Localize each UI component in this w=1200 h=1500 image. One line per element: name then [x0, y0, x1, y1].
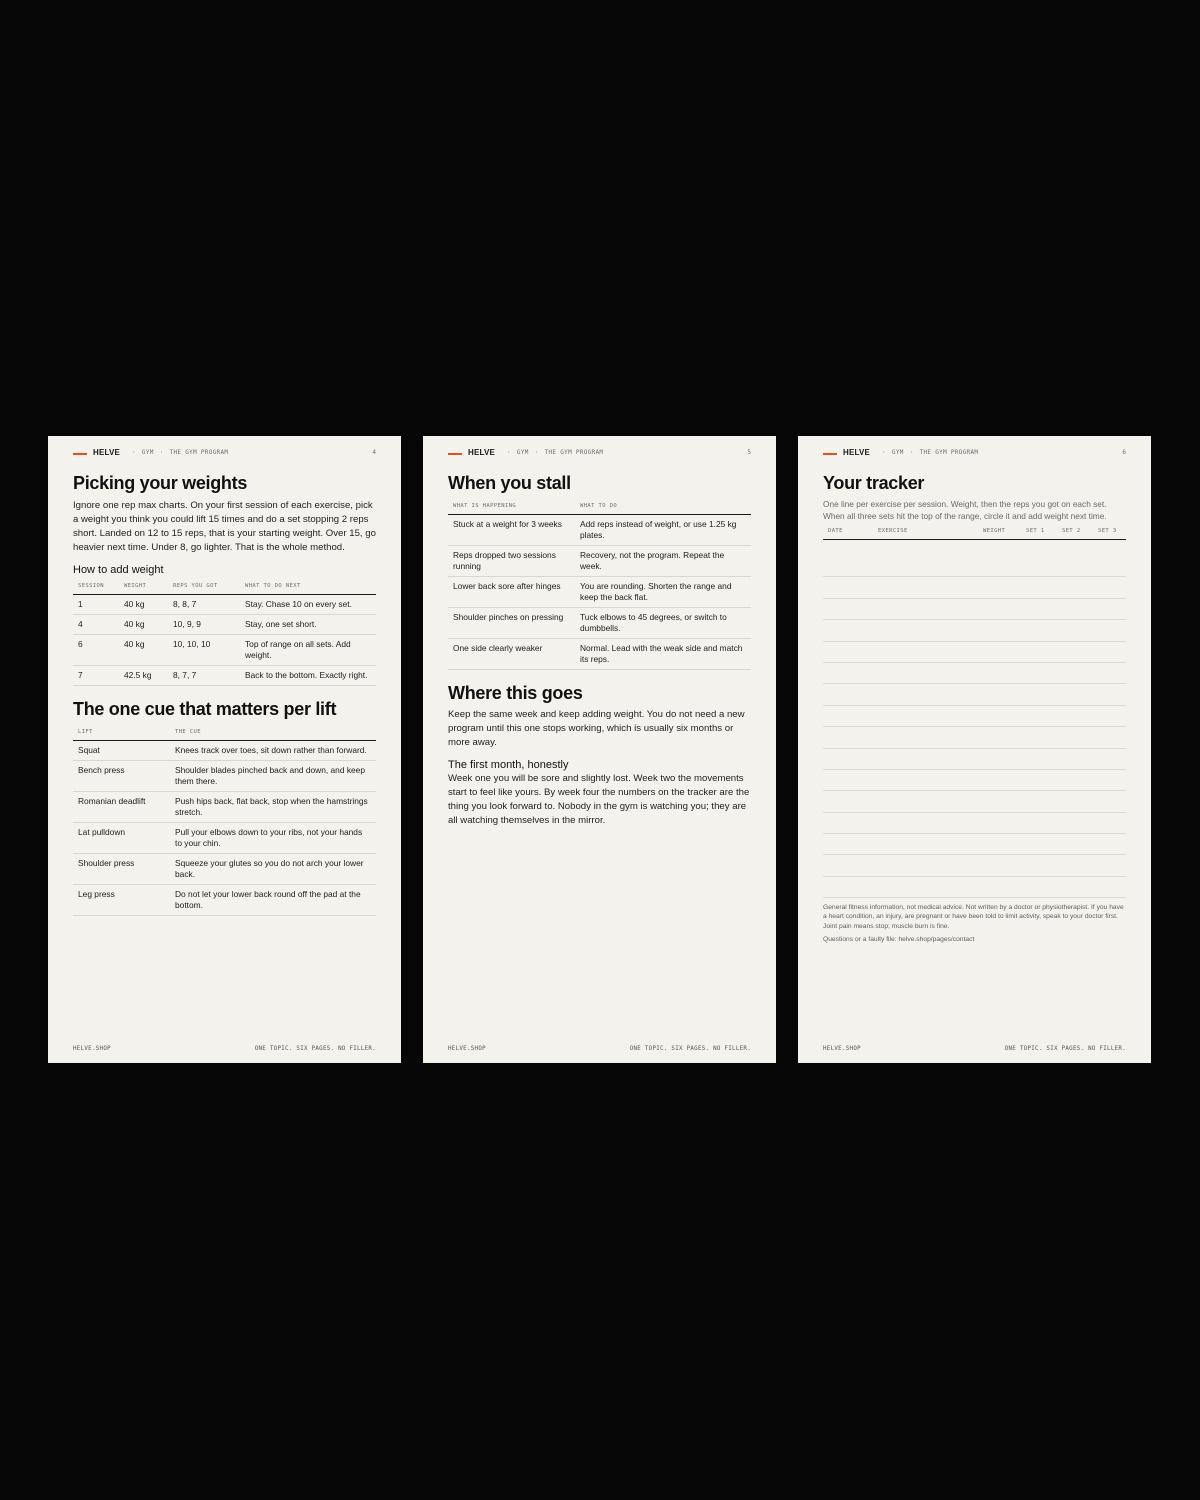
body-text: Keep the same week and keep adding weight. You do not need a new program until this one stops working, which is usually six months or more away.	[448, 709, 745, 748]
page-footer	[823, 1046, 1126, 1052]
footer-site: HELVE.SHOP	[823, 1046, 861, 1052]
table-cell: 40 kg	[119, 615, 168, 635]
table-cell: Reps dropped two sessions running	[448, 546, 575, 577]
tracker-header	[823, 528, 1126, 540]
table-cell: Stuck at a weight for 3 weeks	[448, 515, 575, 546]
page-title: When you stall	[448, 473, 571, 493]
tracker-line[interactable]	[823, 663, 1126, 684]
table-cell: You are rounding. Shorten the range and keep the back flat.	[575, 577, 751, 608]
table-cell: 40 kg	[119, 635, 168, 666]
table-cell: Lower back sore after hinges	[448, 577, 575, 608]
table-row	[73, 823, 376, 854]
brand-name: HELVE	[843, 448, 871, 457]
table-cell: Recovery, not the program. Repeat the week.	[575, 546, 751, 577]
column-header: SET 3	[1093, 528, 1126, 540]
table-cell: Pull your elbows down to your ribs, not your hands to your chin.	[170, 823, 376, 854]
table-cell: 10, 9, 9	[168, 615, 240, 635]
footer-tagline: ONE TOPIC. SIX PAGES. NO FILLER.	[254, 1046, 376, 1052]
page-title: Your tracker	[823, 473, 925, 493]
table-cell: 40 kg	[119, 595, 168, 615]
page-title: Picking your weights	[73, 473, 248, 493]
disclaimer-text: General fitness information, not medical advice. Not written by a doctor or physiotherapist. If you have a heart condition, an injury, are pregnant or have been told to limit activity, speak to your doctor first. Joint pain means stop; muscle burn is fine.	[823, 904, 1124, 930]
table-cell: 7	[73, 666, 119, 686]
table-cell: Do not let your lower back round off the pad at the bottom.	[170, 885, 376, 916]
table-cell: 10, 10, 10	[168, 635, 240, 666]
intro-text: One line per exercise per session. Weight, then the reps you got on each set. When all three sets hit the top of the range, circle it and add weight next time.	[823, 499, 1107, 521]
contact-text: Questions or a faulty file: helve.shop/pages/contact	[823, 936, 975, 944]
table-cell: Bench press	[73, 761, 170, 792]
column-header: DATE	[823, 528, 873, 540]
tracker-line[interactable]	[823, 642, 1126, 663]
tracker-line[interactable]	[823, 599, 1126, 620]
column-header: WEIGHT	[978, 528, 1021, 540]
table-cell: Stay. Chase 10 on every set.	[240, 595, 376, 615]
table-cell: 42.5 kg	[119, 666, 168, 686]
tracker-line[interactable]	[823, 556, 1126, 577]
tracker-line[interactable]	[823, 770, 1126, 791]
tracker-line[interactable]	[823, 706, 1126, 727]
tracker-line[interactable]	[823, 727, 1126, 748]
column-header: WHAT TO DO NEXT	[240, 583, 376, 595]
column-header: EXERCISE	[873, 528, 978, 540]
table-row	[448, 546, 751, 577]
tracker-line[interactable]	[823, 855, 1126, 876]
table-cell: Shoulder blades pinched back and down, and keep them there.	[170, 761, 376, 792]
breadcrumb-title: THE GYM PROGRAM	[169, 449, 229, 456]
table-cell: Lat pulldown	[73, 823, 170, 854]
disclaimer	[823, 903, 1126, 945]
table-cell: Stay, one set short.	[240, 615, 376, 635]
table-cell: Normal. Lead with the weak side and match its reps.	[575, 639, 751, 670]
tracker-line[interactable]	[823, 834, 1126, 855]
page-footer	[73, 1046, 376, 1052]
breadcrumb: · GYM · THE GYM PROGRAM	[132, 449, 229, 456]
table-cell: One side clearly weaker	[448, 639, 575, 670]
section-title: The one cue that matters per lift	[73, 699, 337, 719]
table-row	[448, 515, 751, 546]
table-cell: 8, 7, 7	[168, 666, 240, 686]
footer-site: HELVE.SHOP	[448, 1046, 486, 1052]
weight-progression-table	[73, 583, 376, 686]
accent-bar	[823, 453, 837, 455]
tracker-line[interactable]	[823, 791, 1126, 812]
column-header: WEIGHT	[119, 583, 168, 595]
tracker-lines	[823, 556, 1126, 898]
table-row	[73, 885, 376, 916]
column-header: SESSION	[73, 583, 119, 595]
column-header: REPS YOU GOT	[168, 583, 240, 595]
tracker-line[interactable]	[823, 684, 1126, 705]
table-cell: Romanian deadlift	[73, 792, 170, 823]
table-cell: Knees track over toes, sit down rather than forward.	[170, 741, 376, 761]
brand-name: HELVE	[93, 448, 121, 457]
tracker-line[interactable]	[823, 877, 1126, 898]
table-row	[73, 666, 376, 686]
page-header	[448, 436, 751, 472]
subheading: How to add weight	[73, 564, 164, 576]
column-header: WHAT TO DO	[575, 503, 751, 515]
table-cell: Squeeze your glutes so you do not arch your lower back.	[170, 854, 376, 885]
page-4	[48, 436, 401, 1063]
page-6	[798, 436, 1151, 1063]
breadcrumb-title: THE GYM PROGRAM	[544, 449, 604, 456]
footer-tagline: ONE TOPIC. SIX PAGES. NO FILLER.	[1004, 1046, 1126, 1052]
table-cell: 6	[73, 635, 119, 666]
tracker-line[interactable]	[823, 577, 1126, 598]
page-footer	[448, 1046, 751, 1052]
accent-bar	[448, 453, 462, 455]
footer-tagline: ONE TOPIC. SIX PAGES. NO FILLER.	[629, 1046, 751, 1052]
page-number: 4	[372, 449, 376, 456]
page-number: 5	[747, 449, 751, 456]
breadcrumb-topic: GYM	[141, 449, 154, 456]
table-row	[73, 792, 376, 823]
table-cell: 8, 8, 7	[168, 595, 240, 615]
footer-site: HELVE.SHOP	[73, 1046, 111, 1052]
page-header	[823, 436, 1126, 472]
column-header: SET 1	[1021, 528, 1057, 540]
column-header: SET 2	[1057, 528, 1093, 540]
table-row	[73, 761, 376, 792]
column-header: WHAT IS HAPPENING	[448, 503, 575, 515]
breadcrumb-topic: GYM	[516, 449, 529, 456]
table-row	[448, 608, 751, 639]
page-header	[73, 436, 376, 472]
breadcrumb: · GYM · THE GYM PROGRAM	[882, 449, 979, 456]
table-cell: Tuck elbows to 45 degrees, or switch to dumbbells.	[575, 608, 751, 639]
stall-table	[448, 503, 751, 670]
tracker-line[interactable]	[823, 620, 1126, 641]
column-header: LIFT	[73, 729, 170, 741]
page-number: 6	[1122, 449, 1126, 456]
table-row	[73, 635, 376, 666]
table-cell: Shoulder press	[73, 854, 170, 885]
body-text: Week one you will be sore and slightly lost. Week two the movements start to feel like yours. By week four the numbers on the tracker are the thing you look forward to. Nobody in the gym is watching you; they are all watching themselves in the mirror.	[448, 773, 750, 826]
table-cell: Shoulder pinches on pressing	[448, 608, 575, 639]
table-cell: Back to the bottom. Exactly right.	[240, 666, 376, 686]
breadcrumb-topic: GYM	[891, 449, 904, 456]
tracker-line[interactable]	[823, 749, 1126, 770]
subheading: The first month, honestly	[448, 759, 569, 771]
table-cell: Leg press	[73, 885, 170, 916]
table-row	[73, 741, 376, 761]
table-cell: 1	[73, 595, 119, 615]
section-title: Where this goes	[448, 683, 583, 703]
table-row	[448, 639, 751, 670]
intro-text: Ignore one rep max charts. On your first session of each exercise, pick a weight you think you could lift 15 times and do a set stopping 2 reps short. Landed on 12 to 15 reps, that is your starting weight. Over 15, go heavier next time. Under 8, go lighter. That is the whole method.	[73, 500, 376, 553]
breadcrumb: · GYM · THE GYM PROGRAM	[507, 449, 604, 456]
table-cell: Add reps instead of weight, or use 1.25 kg plates.	[575, 515, 751, 546]
table-cell: Squat	[73, 741, 170, 761]
table-row	[448, 577, 751, 608]
table-cell: 4	[73, 615, 119, 635]
table-row	[73, 595, 376, 615]
table-cell: Push hips back, flat back, stop when the hamstrings stretch.	[170, 792, 376, 823]
table-row	[73, 615, 376, 635]
lift-cue-table	[73, 729, 376, 916]
table-cell: Top of range on all sets. Add weight.	[240, 635, 376, 666]
breadcrumb-title: THE GYM PROGRAM	[919, 449, 979, 456]
table-row	[73, 854, 376, 885]
tracker-line[interactable]	[823, 813, 1126, 834]
accent-bar	[73, 453, 87, 455]
page-5	[423, 436, 776, 1063]
brand-name: HELVE	[468, 448, 496, 457]
column-header: THE CUE	[170, 729, 376, 741]
